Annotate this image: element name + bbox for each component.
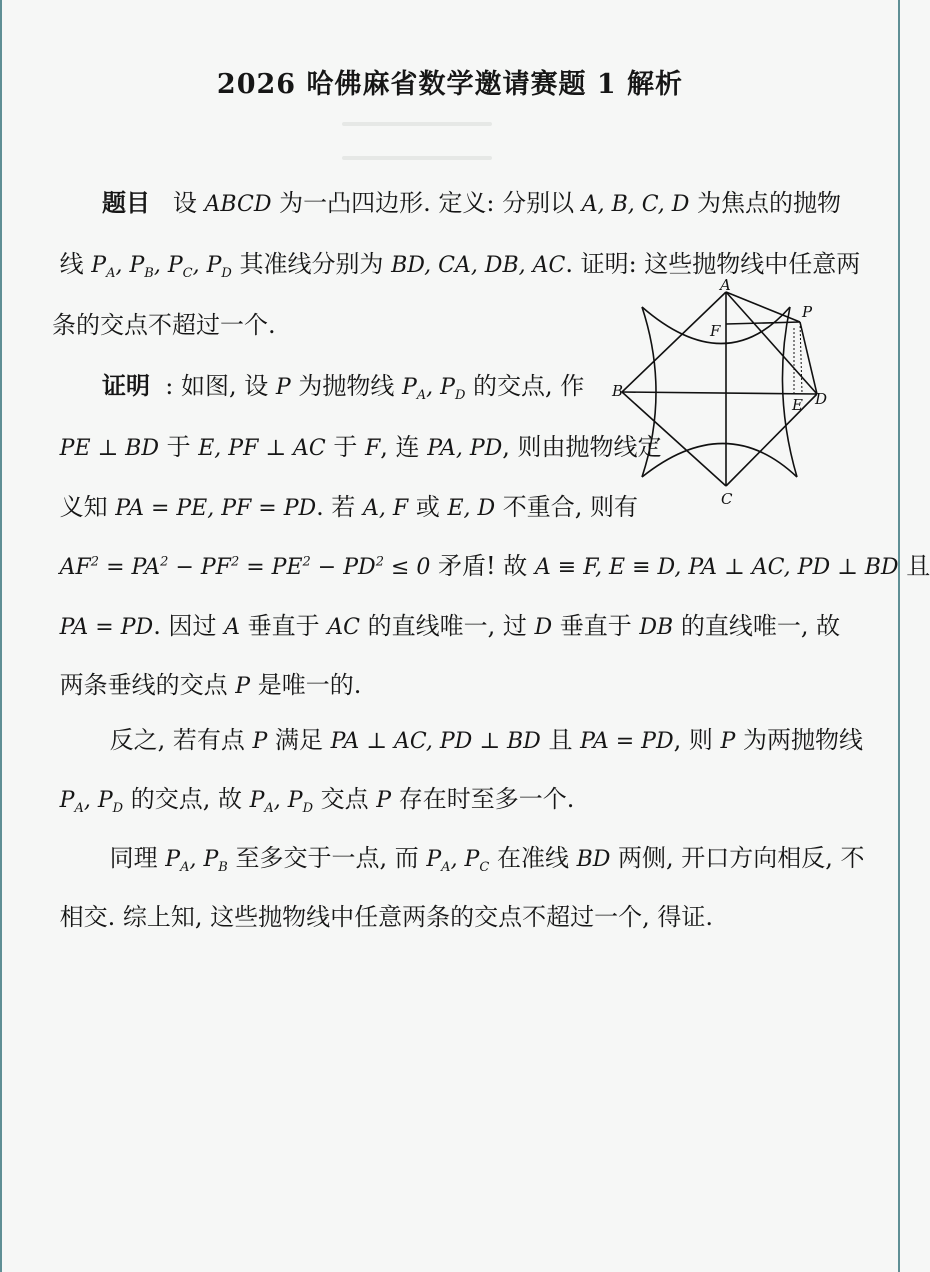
segment-pa [726,292,800,322]
segment-pd [800,322,817,394]
proof-line-2: PE ⊥ BD 于 E, PF ⊥ AC 于 F, 连 PA, PD, 则由抛物线定 [59,433,662,461]
geometry-figure [612,276,844,514]
problem-label: 题目 [102,189,150,217]
problem-line-1: 题目 设 ABCD 为一凸四边形. 定义: 分别以 A, B, C, D 为焦点的抛物 [102,189,842,217]
segment-pf [726,322,800,324]
faint-watermark-line [342,122,492,126]
label-b: B [612,382,624,400]
proof-line-7: 反之, 若有点 P 满足 PA ⊥ AC, PD ⊥ BD 且 PA = PD, 则 P 为两抛物线 [109,726,863,754]
proof-line-6: 两条垂线的交点 P 是唯一的. [59,671,362,699]
proof-line-9: 同理 $P_A$, $P_B$ 至多交于一点, 而 $P_A$, $P_C$ 在准线 BD 两侧, 开口方向相反, 不 [109,844,865,875]
label-c: C [721,490,733,508]
side-cd [726,394,817,486]
proof-line-8: $P_A$, $P_D$ 的交点, 故 $P_A$, $P_D$ 交点 P 存在时至多一个. [59,785,575,816]
parabola-arc-c [642,444,797,478]
parabola-arc-d [782,307,797,477]
faint-watermark-line [342,156,492,160]
proof-line-4: $AF^2 = PA^2 - PF^2 = PE^2 - PD^2 \le 0$ 矛盾! 故 A ≡ F, E ≡ D, PA ⊥ AC, PD ⊥ BD 且 [59,552,930,580]
proof-line-3: 义知 PA = PE, PF = PD. 若 A, F 或 E, D 不重合, 则有 [59,493,639,521]
proof-line-5: PA = PD. 因过 A 垂直于 AC 的直线唯一, 过 D 垂直于 DB 的直线唯一, 故 [59,612,841,640]
proof-label: 证明 [102,372,150,400]
label-d: D [815,390,828,408]
label-f: F [710,322,721,340]
proof-line-1: 证明 : 如图, 设 P 为抛物线 $P_A$, $P_D$ 的交点, 作 [102,372,585,403]
diagonal-bd [622,392,817,394]
problem-line-3: 条的交点不超过一个. [52,311,276,339]
label-a: A [720,276,731,294]
side-bc [622,392,726,486]
proof-line-10: 相交. 综上知, 这些抛物线中任意两条的交点不超过一个, 得证. [59,903,714,931]
page-title: 2026 哈佛麻省数学邀请赛题 1 解析 [216,69,684,100]
label-e: E [792,396,803,414]
label-p: P [802,303,813,321]
problem-line-2: 线 $P_A$, $P_B$, $P_C$, $P_D$ 其准线分别为 BD, CA, DB, AC. 证明: 这些抛物线中任意两 [59,250,861,281]
